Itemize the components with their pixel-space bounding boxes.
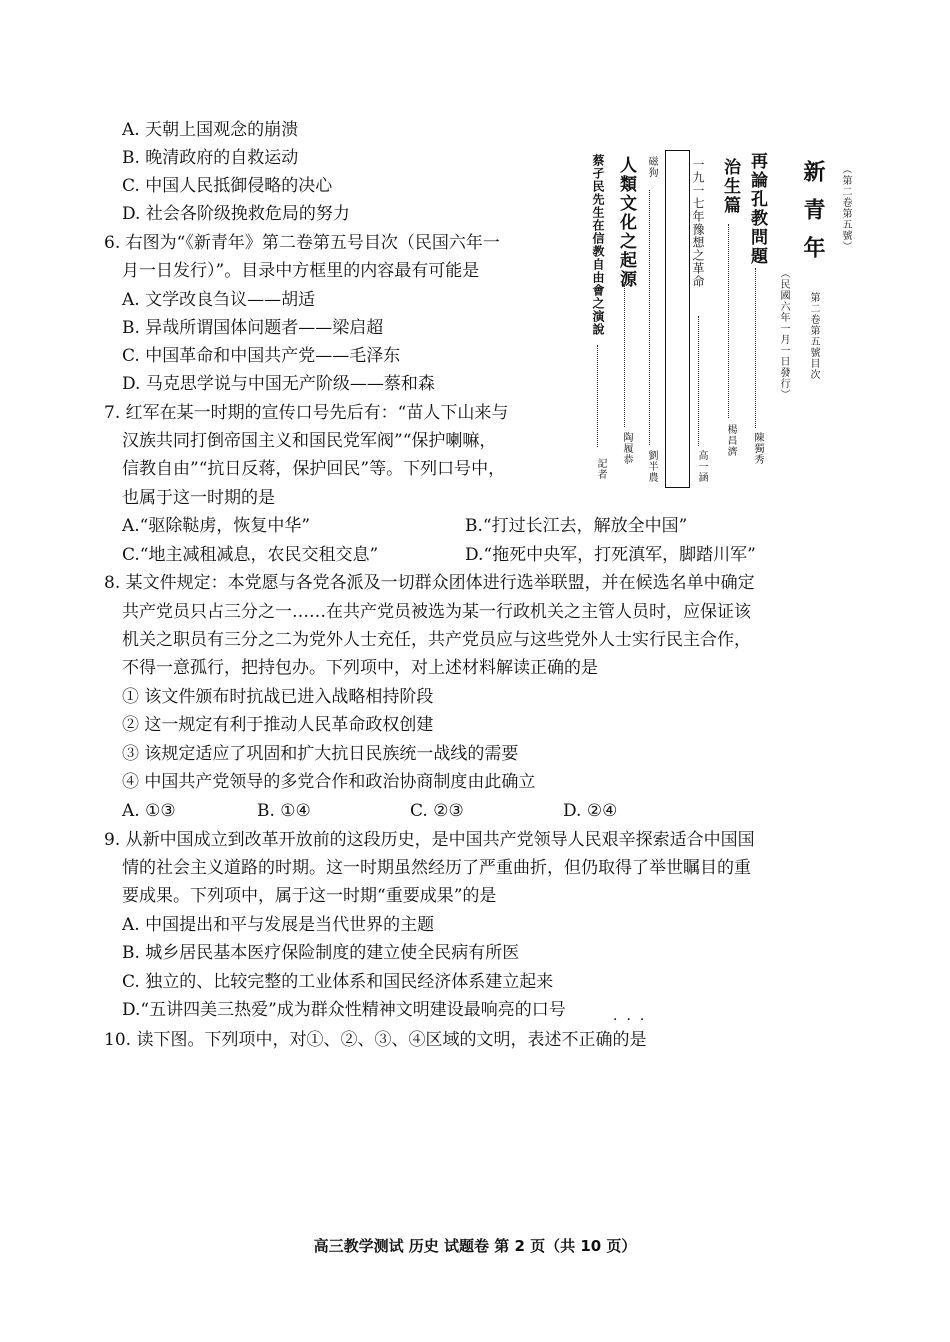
q9-option-a: A. 中国提出和平与发展是当代世界的主题	[122, 915, 435, 935]
magazine-issue: 第二卷第五號目次	[808, 292, 819, 380]
q7-option-d: D.“拖死中央军，打死滇军，脚踏川军”	[465, 545, 756, 565]
q5-option-d: D. 社会各阶级挽救危局的努力	[122, 204, 350, 224]
highlighted-box	[665, 150, 690, 488]
q9-option-c: C. 独立的、比较完整的工业体系和国民经济体系建立起来	[122, 972, 554, 992]
q9-option-d: D.“五讲四美三热爱”成为群众性精神文明建设最响亮的口号	[122, 1000, 566, 1020]
page-footer: 高三教学测试 历史 试题卷 第 2 页（共 10 页）	[313, 1237, 637, 1255]
emphasis-dots: ···	[613, 1012, 654, 1028]
article-5-author: 陶履恭	[621, 432, 632, 465]
q8-option-b: B. ①④	[257, 801, 311, 821]
q9-stem-line3: 要成果。下列项中，属于这一时期“重要成果”的是	[122, 886, 497, 906]
q8-item-3: ③ 该规定适应了巩固和扩大抗日民族统一战线的需要	[122, 744, 519, 764]
q8-stem-line1: 8. 某文件规定：本党愿与各党各派及一切群众团体进行选举联盟，并在候选名单中确定	[104, 573, 755, 593]
q8-item-2: ② 这一规定有利于推动人民革命政权创建	[122, 715, 434, 735]
q7-option-b: B.“打过长江去，解放全中国”	[465, 516, 688, 536]
q6-option-c: C. 中国革命和中国共产党——毛泽东	[122, 346, 401, 366]
article-6-author: 記者	[595, 458, 606, 480]
magazine-title: 新青年	[800, 160, 826, 274]
q6-stem-line2: 月一日发行）”。目录中方框里的内容最有可能是	[122, 261, 480, 281]
q10-stem: 10. 读下图。下列项中，对①、②、③、④区域的文明，表述不正确的是	[104, 1030, 647, 1050]
q8-stem-line4: 不得一意孤行，把持包办。下列项中，对上述材料解读正确的是	[122, 658, 598, 678]
q7-stem-line4: 也属于这一时期的是	[122, 488, 275, 508]
q7-stem-line1: 7. 红军在某一时期的宣传口号先后有：“苗人下山来与	[104, 403, 509, 423]
q8-option-d: D. ②④	[563, 801, 618, 821]
q8-option-c: C. ②③	[410, 801, 464, 821]
q8-item-4: ④ 中国共产党领导的多党合作和政治协商制度由此确立	[122, 772, 536, 792]
magazine-date: （民國六年一月一日發行）	[778, 268, 789, 400]
q8-option-a: A. ①③	[122, 801, 176, 821]
article-6-leader	[597, 345, 598, 447]
magazine-top-tag: （第二卷第五號）	[840, 164, 851, 252]
q5-option-b: B. 晚清政府的自救运动	[122, 148, 299, 168]
q9-stem-line2: 情的社会主义道路的时期。这一时期虽然经历了严重曲折，但仍取得了举世瞩目的重	[122, 858, 751, 878]
q9-stem-line1: 9. 从新中国成立到改革开放前的这段历史，是中国共产党领导人民艰辛探索适合中国国	[104, 830, 755, 850]
q7-option-c: C.“地主减租减息，农民交租交息”	[122, 545, 379, 565]
q6-option-b: B. 异哉所谓国体问题者——梁启超	[122, 318, 384, 338]
article-5-title: 人類文化之起源	[616, 156, 636, 289]
q5-option-c: C. 中国人民抵御侵略的决心	[122, 176, 333, 196]
q7-option-a: A.“驱除鞑虏，恢复中华”	[122, 516, 311, 536]
q5-option-a: A. 天朝上国观念的崩溃	[122, 120, 299, 140]
article-4-leader	[649, 190, 650, 445]
article-2-leader	[728, 224, 729, 418]
article-4-author: 劉半農	[646, 450, 657, 483]
article-3-author: 高一涵	[696, 450, 707, 483]
q6-option-a: A. 文学改良刍议——胡适	[122, 290, 316, 310]
article-6-title: 蔡孑民先生在信教自由會之演說	[591, 154, 605, 336]
article-2-title: 治生篇	[720, 158, 740, 215]
q7-stem-line3: 信教自由”“抗日反蒋，保护回民”等。下列口号中，	[122, 459, 506, 479]
q6-option-d: D. 马克思学说与中国无产阶级——蔡和森	[122, 374, 435, 394]
article-3-leader	[698, 316, 699, 446]
q8-stem-line2: 共产党员只占三分之一……在共产党员被选为某一行政机关之主管人员时，应保证该	[122, 602, 751, 622]
article-1-author: 陳獨秀	[752, 432, 763, 465]
article-1-leader	[755, 268, 756, 428]
q6-stem-line1: 6. 右图为“《新青年》第二卷第五号目次（民国六年一	[104, 233, 500, 253]
q7-stem-line2: 汉族共同打倒帝国主义和国民党军阀”“保护喇嘛，	[122, 431, 497, 451]
article-5-leader	[624, 282, 625, 427]
article-2-author: 楊昌濟	[725, 424, 736, 457]
q9-option-b: B. 城乡居民基本医疗保险制度的建立使全民病有所医	[122, 943, 520, 963]
article-4-title: 磁狗	[646, 156, 657, 178]
article-3-title: 一九一七年豫想之革命	[691, 158, 705, 288]
article-1-title: 再論孔教問題	[747, 152, 767, 266]
q8-stem-line3: 机关之职员有三分之二为党外人士充任，共产党员应与这些党外人士实行民主合作，	[122, 630, 751, 650]
q8-item-1: ① 该文件颁布时抗战已进入战略相持阶段	[122, 687, 434, 707]
